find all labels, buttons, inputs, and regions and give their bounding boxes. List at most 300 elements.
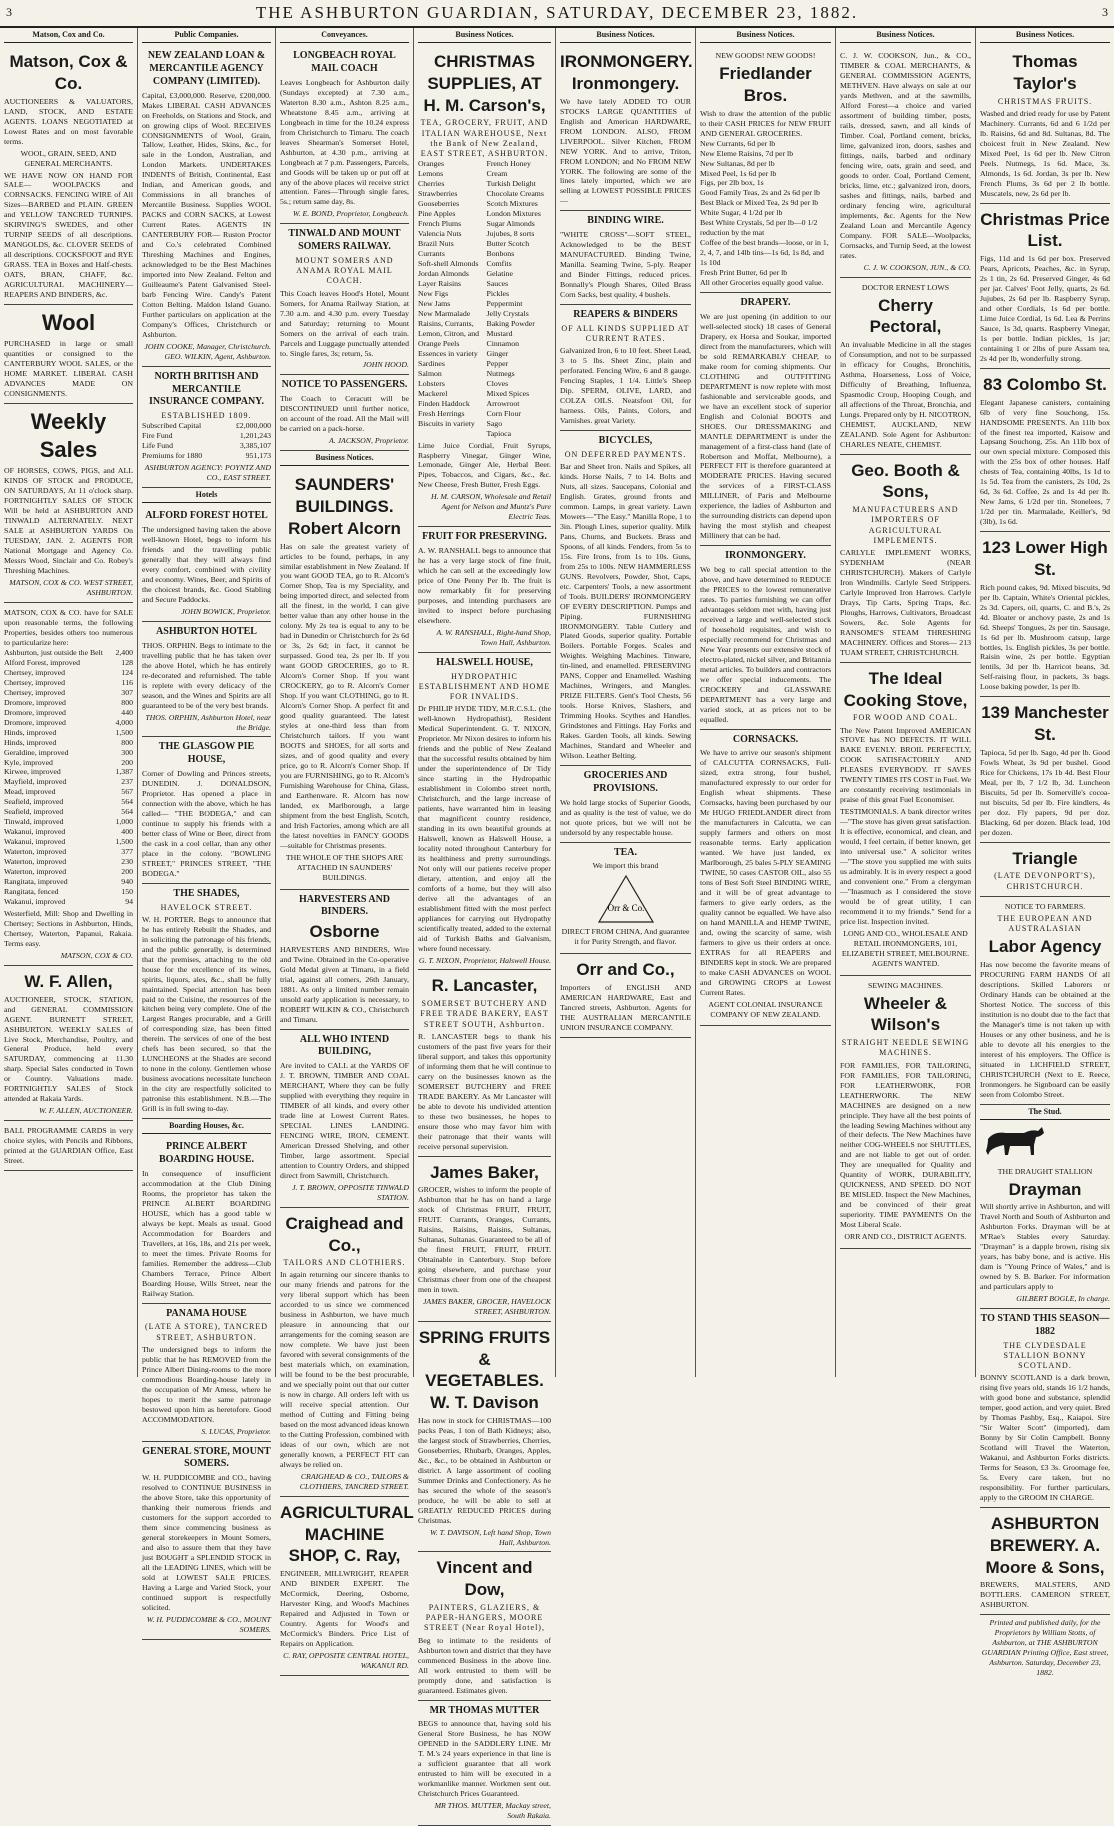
- property-row-value: 150: [121, 887, 133, 897]
- fund-row-value: 3,385,107: [239, 441, 271, 451]
- property-row: [4, 847, 133, 857]
- price-item: New Currants, 6d per lb: [700, 138, 776, 148]
- property-row: [4, 867, 133, 877]
- page-number-right: 3: [1102, 5, 1108, 19]
- advert-heading: SEWING MACHINES.: [868, 980, 943, 990]
- advert-body: We hold large stocks of Superior Goods, and as quality is the test of value, we do not quote prices, but we will not be undersold by any respectable house.: [560, 797, 691, 837]
- advert-body: Has on sale the greatest variety of articles to be found, perhaps, in any similar establishment in New Zealand. If you want GOOD TEA, go to R. Alcorn's Corner Shop, Tea is my Speciality, and being imported direct, and selected from all the finest, in the world, I can give better value than any other house in the colony. My 2s tea is equal to any to be had in Dunedin or Christchurch for 2s 6d or 3s, 2s 6d; in fact, it cannot be surpassed. Good tea, 2s per lb. If you want GOOD GROCERIES, go to R. Alcorn's Corner Shop. If you want CROCKERY, go to R. Alcorn's Corner Shop. If you want CLOTHING, go to R. Alcorn's Corner Shop. A perfect fit and good quality guaranteed. The latest styles at one-third less than from Christchurch tailors. If you want BOOTS and SHOES, for all sorts and sizes, and of good quality and every price, go to R. Alcorn's Corner Shop. If you are FURNISHING, go to R. Alcorn's Furnishing Warehouse for China, Glass, and Earthenware. R. Alcorn has now landed, ex Marlborough, a large shipment from the best English, Scotch, and Irish Factories, among which are all the latest novelties in FANCY GOODS—suitable for Christmas presents.: [280, 541, 409, 850]
- property-row-label: Mead, improved: [4, 787, 56, 797]
- property-row-value: 128: [121, 657, 133, 667]
- advert-subtitle: THE CLYDESDALE STALLION BONNY SCOTLAND.: [1003, 1340, 1087, 1371]
- property-row-label: Chertsey, improved: [4, 667, 65, 677]
- price-item: Best White Crystals, 5d per lb—0 1/2 reduction by the mat: [700, 218, 818, 238]
- property-row-label: Tinwald, improved: [4, 817, 64, 827]
- advert-title: Craighead and Co.,: [285, 1213, 404, 1255]
- advert-body: THOS. ORPHIN. Begs to intimate to the travelling public that he has taken over the above Hotel, which he has entirely re-decorated and refurnished. The table is replete with every delicacy of the season, and the Wines and Spirits are all guaranteed to be of the very best brands.: [142, 640, 271, 710]
- price-item: Good Family Teas, 2s and 2s 6d per lb: [700, 188, 820, 198]
- grocery-item: Mustard: [486, 328, 513, 338]
- property-row: [4, 807, 133, 817]
- advert-title: The Ideal Cooking Stove,: [843, 668, 968, 710]
- grocery-item: Mixed Spices: [486, 388, 530, 398]
- property-row-value: 800: [121, 697, 133, 707]
- grocery-item: Turkish Delight: [486, 179, 536, 189]
- tea-brand-mark: Orr & Co.: [607, 903, 644, 914]
- property-row-value: 200: [121, 867, 133, 877]
- advert-title: Vincent and Dow,: [436, 1558, 533, 1600]
- advert-body: OF HORSES, COWS, PIGS, and ALL KINDS OF STOCK and PRODUCE, ON SATURDAYS, At 11 o'clock sharp. FORTNIGHTLY SALES OF STOCK Will be held at ASHBURTON AND TINWALD ALTERNATELY. NEXT SALE at ASHBURTON YARDS On TUESDAY, JAN. 2. AGENTS FOR National Mortgage and Agency Co. Messrs Wood, Sinclair and Co. Robey's Threshing Machines.: [4, 466, 133, 576]
- advert-thomas-mutter: [418, 1701, 551, 1826]
- grocery-item: Mackerel: [418, 388, 448, 398]
- grocery-item: Scotch Mixtures: [486, 199, 538, 209]
- grocery-item: Bonbons: [486, 249, 515, 259]
- grocery-item: Salmon: [418, 368, 442, 378]
- advert-body: Dr PHILIP HYDE TIDY, M.R.C.S.L. (the well-known Hydropathist), Resident Medical Superintendent. G. T. NIXON, Proprietor. Mr Nixon desires to inform his friends and the public of New Zealand that the successful results obtained by him under the superintendence of Dr Tidy since starting in the Hydropathic establishment in Colombo street north, Christchurch, and the large increase of patients, have warranted him in leasing that magnificent country residence, standing in its own beautiful grounds at Halswell, known as Halswell House, a locality noted throughout Canterbury for its healthiness and pretty surroundings. Not only will our patients receive proper dietary, attention, and enjoy all the comforts of a home, but they will also derive all the advantages of an establishment fitted with the most perfect appliances for carrying out Hydropathy scientifically treated, added to the external aid of Turkish Baths and Galvanism, where found necessary.: [418, 704, 551, 953]
- property-row: [4, 678, 133, 688]
- grocery-item: Ginger: [486, 348, 509, 358]
- property-row-value: 1,000: [115, 817, 133, 827]
- property-row-value: 237: [121, 777, 133, 787]
- grocery-item: Jelly Crystals: [486, 308, 529, 318]
- grocery-item: Comfits: [486, 259, 512, 269]
- advert-title: GROCERIES AND PROVISIONS.: [583, 770, 668, 794]
- advert-body: WE HAVE NOW ON HAND FOR SALE— WOOLPACKS and CORNSACKS. FENCING WIRE of All Sizes—BARBED and PLAIN. GREEN and YELLOW TANCRED TURNIPS. SKIRVING'S SWEDES, and other TURNIP SEEDS of all descriptions. MANGOLDS, &c. CLOVER SEEDS of all descriptions. COCKSFOOT and RYE GRASS. TEA in Boxes and Half-chests. OATS, BRAN, CHAFF, &c. AGRICULTURAL MACHINERY—REAPERS AND BINDERS, &c.: [4, 170, 133, 300]
- advert-heading: NOTICE TO FARMERS.: [1004, 901, 1086, 911]
- property-row-label: Wakanui, improved: [4, 897, 66, 907]
- advert-body: BALL PROGRAMME CARDS in very choice styles, with Pencils and Ribbons, printed at the GUARDIAN Office, East Street.: [4, 1126, 133, 1166]
- page-number-left: 3: [6, 5, 12, 19]
- advert-title: Thomas Taylor's: [1012, 52, 1078, 93]
- advert-davison: [418, 1322, 551, 1553]
- advert-north-british: [142, 367, 271, 488]
- advert-subtitle: (LATE DEVONPORT'S), CHRISTCHURCH.: [994, 871, 1096, 891]
- advert-nz-loan: [142, 46, 271, 367]
- advert-ashburton-brewery: [980, 1508, 1110, 1615]
- advert-title: IRONMONGERY.: [725, 550, 806, 562]
- section-header: Hotels: [142, 488, 271, 503]
- grocery-item: Cloves: [486, 378, 509, 388]
- advert-drapery: [700, 293, 831, 546]
- advert-lower-high-st: [980, 532, 1110, 697]
- advert-subtitle: HYDROPATHIC ESTABLISHMENT AND HOME FOR INVALIDS.: [418, 671, 551, 702]
- advert-body: The Coach to Ceracutt will be DISCONTINUED until further notice, on account of the road. All the Mail will be carried on a pack-horse.: [280, 394, 409, 434]
- grocery-item: Finden Haddock: [418, 398, 470, 408]
- section-header: The Stud.: [980, 1105, 1110, 1120]
- advert-title: NOTICE TO PASSENGERS.: [281, 379, 408, 391]
- advert-title: 123 Lower High St.: [982, 538, 1108, 579]
- property-row-label: Chertsey, improved: [4, 677, 65, 687]
- advert-tinwald-railway: [280, 224, 409, 375]
- advert-body: Leaves Longbeach for Ashburton daily (Sundays excepted) at 7.30 a.m., Waterton 8.30 a.m., Ashton 8.25 a.m., Wheatstone 8.45 a.m., arriving at Longbeach in time for the 10.24 express from Christchurch to Timaru. The coach leaves Shearman's Somerset Hotel, Ashburton, at 4.30 p.m., arriving at Longbeach at 7 p.m. Passengers, Parcels, and Goods will be taken up or put off at any of the above places wil receive strict attention. Fares—Through single fares, 5s.; return same day, 8s.: [280, 77, 409, 207]
- advert-heading: DOCTOR ERNEST LOWS: [861, 282, 950, 292]
- grocery-item: French Plums: [418, 219, 462, 229]
- advert-body: We beg to call special attention to the above, and have determined to REDUCE the PRICES to the lowest remunerative rates. To parties furnishing we can offer advantages seldom met with, having just received a large and well-selected stock of household requisites, and wish to especially recommend for Christmas and New Year presents our extensive stock of electro-plated, nickel silver, and Britannia metal articles. To builders and contractors we offer special inducements. The CROCKERY and GLASSWARE DEPARTMENT has a very large and varied stock, at as prices not to be equalled.: [700, 565, 831, 724]
- grocery-item: Orange Peels: [418, 338, 460, 348]
- advert-body: Has now in stock for CHRISTMAS—100 packs Peas, 1 ton of Bath Kidneys; also, the largest stock of Strawberries, Cherries, Gooseberries, Rhubarb, Oranges, Apples, &c., &c., to be obtained in Ashburton or district. A large assortment of cooling Summer Drinks and Confectionery. As he has secured the whole of the season's produce, he will be able to sell at GREATLY REDUCED PRICES during Christmas.: [418, 1415, 551, 1525]
- advert-ball-cards: [4, 1121, 133, 1171]
- fund-row: [142, 421, 271, 431]
- advert-signature: W. E. BOND, Proprietor, Longbeach.: [292, 209, 409, 219]
- advert-title: 83 Colombo St.: [983, 374, 1107, 394]
- advert-notice-passengers: [280, 375, 409, 451]
- column-header: Business Notices.: [560, 28, 691, 43]
- price-item: All other Groceries equally good value.: [700, 278, 824, 288]
- grocery-item: Lemons: [418, 169, 444, 179]
- property-row: [4, 688, 133, 698]
- grocery-item: Currants: [418, 249, 445, 259]
- price-item: Best Black or Mixed Tea, 2s 9d per lb: [700, 198, 819, 208]
- advert-body: Elegant Japanese canisters, containing 6lb of very fine Souchong, 15s. HANDSOME PRESENTS. An 11lb box of the finest tea imported, Kaisow and Lapsang Souchong, 25s. An 11lb box of our own special mixture. Composed this with the 25s box of other houses. Half chests of Tea, containing 40lbs, 1s 1d to 1s 5d. Tea from the canisters, 2s 10d, 2s 6d, 3s 6d. Coffee, 2s and 1s 4d per lb. New Jams, 6 1/2d per tin. Stonelees, 7 1/2d per tin. Marmalade, Keiller's, 9d (3lb), 1s 6d.: [980, 397, 1110, 527]
- advert-body: R. LANCASTER begs to thank his customers of the past five years for their liberal support, and takes this opportunity of informing them that he will continue to carry on the businesses known as the SOMERSET BUTCHERY and FREE TRADE BAKERY. As Mr Lancaster will be able to devote his undivided attention to these two businesses, he hopes to ensure those who may favor him with their patronage that their wants will receive personal supervision.: [418, 1031, 551, 1151]
- column-header: Business Notices.: [840, 28, 971, 43]
- advert-signature: ASHBURTON AGENCY: POYNTZ AND CO., EAST STREET.: [144, 463, 271, 483]
- advert-jt-brown: [280, 1030, 409, 1208]
- property-row-value: 124: [121, 667, 133, 677]
- advert-body: Capital, £3,000,000. Reserve, £200,000. Makes LIBERAL CASH ADVANCES on Freeholds, on Stations and Stock, and on growing clips of Wool. RECEIVES CONSIGNMENTS of Wool, Grain, Tallow, Leather, Hides, Skins, &c., for sale in the London, Australian, and London Markets. UNDERTAKES INDENTS of British, Continental, East Indian, and American goods, and Commissions in all branches of Mercantile Business. Supplies WOOL PACKS and CORN SACKS, at Lowest Current Rates. AGENTS IN CANTERBURY FOR— Ruston Proctor and Co.'s celebrated Combined Threshing Machines and Engines, acknowledged to be the Best Machines imported into New Zealand. Felton and Guilleaume's Patent Galvanised Steel-barb Fencing Wire. Candy's Patent Cotton Belting. Maldon Island Guano. Further particulars on application at the Company's Offices, Christchurch or Ashburton.: [142, 90, 271, 339]
- grocery-item: Jordan Almonds: [418, 269, 469, 279]
- grocery-item: Raisins, Currants,: [418, 318, 474, 328]
- advert-craighead: [280, 1208, 409, 1497]
- items-table: [418, 159, 551, 438]
- property-row-label: Hinds, improved: [4, 727, 57, 737]
- advert-body: PURCHASED in large or small quantities or consigned to the CANTERBURY WOOL SALES, or the HOME MARKET. LIBERAL CASH ADVANCES MADE ON CONSIGNMENTS.: [4, 339, 133, 399]
- advert-signature: JAMES BAKER, GROCER, HAVELOCK STREET, ASHBURTON.: [422, 1296, 551, 1316]
- advert-body: Importers of ENGLISH AND AMERICAN HARDWARE, East and Tancred streets, Ashburton. Agents for THE AUSTRALIAN MERCANTILE UNION INSURANCE COMPANY.: [560, 983, 691, 1032]
- price-item: Coffee of the best brands—loose, or in 1, 2, 4, 7, and 14lb tins—1s 6d, 1s 8d, and 1s 10d: [700, 238, 829, 268]
- newspaper-title: THE ASHBURTON GUARDIAN, SATURDAY, DECEMBER 23, 1882.: [255, 3, 859, 22]
- advert-signature: GILBERT BOGLE, In charge.: [1016, 1294, 1110, 1304]
- property-row-label: Hinds, improved: [4, 737, 57, 747]
- grocery-item: New Marmalade: [418, 308, 471, 318]
- price-item: Mixed Peel, 1s 6d per lb: [700, 168, 777, 178]
- advert-body: Galvanized Iron, 6 to 10 feet. Sheet Lead, 3 to 5 lbs. Sheet Zinc, plain and perforated. Fencing Wire, 6 and 8 gauge. Fencing Staples, 1 1/4. Little's Sheep Dip. SPERM, OLIVE, LARD, and COLZA OILS. Neatsfoot Oil, for harness. Oils, Paints, Colors, and Varnishes. great Variety.: [560, 346, 691, 426]
- advert-title: PRINCE ALBERT BOARDING HOUSE.: [158, 1141, 254, 1166]
- advert-body: Westerfield, Mill: Shop and Dwelling in Chertsey; Sections in Ashburton, Hinds, Chertsey, Waterton, Papanui, Rakaia. Terms easy.: [4, 909, 133, 948]
- advert-thomas-taylor: [980, 46, 1110, 203]
- advert-panama-house: [142, 1304, 271, 1442]
- grocery-item: Pine Apples: [418, 209, 456, 219]
- advert-ironmongery-2: [700, 546, 831, 729]
- column-2: [138, 28, 276, 1634]
- advert-signature: W. H. PUDDICOMBE & CO., MOUNT SOMERS.: [146, 1614, 271, 1634]
- tea-brand-triangle-icon: [596, 873, 656, 925]
- advert-wheeler-wilson: [840, 976, 971, 1249]
- grocery-item: Jujubes, 8 sorts: [486, 229, 535, 239]
- advert-title: CHRISTMAS SUPPLIES, AT H. M. Carson's,: [423, 52, 546, 115]
- advert-body: Tapioca, 5d per lb. Sago, 4d per lb. Good Fowls Wheat, 3s 9d per bushel. Good Rice for Chickens, 17s 1b 4d. Best Flour Meal, per lb, 7 1/2 lb, 3d. Luncheon Biscuits, 5d per lb. Somerville's cocoa-nut biscuits, 5d per lb. Fire kindlers, 4s per doz. Fly papers, 9d per doz. Blacking, 6d per dozen. Black lead, 10d per dozen.: [980, 747, 1110, 837]
- advert-title: TEA.: [613, 846, 638, 858]
- fund-row-value: 1,201,243: [239, 431, 271, 441]
- advert-signature: THE WHOLE OF THE SHOPS ARE ATTACHED IN SAUNDERS' BUILDINGS.: [285, 852, 404, 882]
- advert-lancaster: [418, 970, 551, 1156]
- property-row-value: 567: [121, 787, 133, 797]
- grocery-item: Corn Flour: [486, 408, 521, 418]
- advert-body: Bar and Sheet Iron. Nails and Spikes, all kinds. Horse Nails, 7 to 14. Bolts and Nuts, all sizes. Saucepans, Colonial and English. Grates, ground fronts and common. Lamps, in great variety. Lawn Mowers—"The Easy." Manilla Rope, 1 to 3in. Plough Lines, superior quality. Milk Pans, Churns, and Buckets. Brass and Spoons, of all kinds. Fenders, from 5s to 15s. Fire Irons, from 1s to 10s. Guns, from 25s to 100s. NEW HAMMERLESS GUNS. Revolvers, Powder, Shot, Caps, etc. Carpenters' Tools, a new assortment of Tools. BUILDERS' IRONMONGERY OF EVERY DESCRIPTION. Pumps and Piping. FURNISHING IRONMONGERY. Table Cutlery and Plated Goods, superior quality. Portable Boilers. Portable Forges. Scales and Weights. Weighing Machines. Tinware, tin-lined, and enamelled. PRESERVING PANS, Copper and Enamelled. Washing Machines, Wringers, and Mangles. PRIZE FILTERS. Gent's Tool Chests, 56 tools. Horse Knives, Slashers, and Trimming Hooks. Scythes and Handles. Grindstones and Fittings. Hay Forks and Rakes. Garden Tools, all kinds. Sewing Machines, Standard and Wheeler and Wilson. Leather Belting.: [560, 462, 691, 761]
- advert-body: ENGINEER, MILLWRIGHT, REAPER AND BINDER EXPERT. The McCormick, Deering, Osborne, Harvester King, and Wood's Machines Repaired and Adjusted in Town or Country. Agents for Wood's and McCormick's Binders. Price List of Repairs on Application.: [280, 1569, 409, 1648]
- advert-cherry-pectoral: [840, 278, 971, 455]
- price-item: New Eleme Raisins, 7d per lb: [700, 148, 794, 158]
- advert-c-ray: [280, 1497, 414, 1676]
- property-row-value: 400: [121, 827, 133, 837]
- advert-body: In consequence of insufficient accommodation at the Club Dining Rooms, the proprietor has taken the PRINCE ALBERT BOARDING HOUSE, which has a good table w always be kept. Meals as usual. Good Accommodation for Boarders and Travellers, at 16s, 18s, and 21s per week, to meet the times. Private Rooms for families. Remember the address—Club Chambers Terrace, Prince Albert Boarding House, Wills Street, near the Railway Station.: [142, 1168, 271, 1298]
- advert-ideal-stove: [840, 663, 971, 976]
- advert-ironmongery: [560, 46, 691, 211]
- advert-allen: [4, 966, 133, 1121]
- advert-signature: AGENT COLONIAL INSURANCE COMPANY OF NEW ZEALAND.: [708, 999, 823, 1019]
- advert-body: Lime Juice Cordial, Fruit Syrups, Raspberry Vinegar, Ginger Wine, Lemonade, Ginger Ale, Herbal Beer. Pipes, Tobaccos, and Cigars, &c., &c. New Cheese, Fresh Butter, Fresh Eggs.: [418, 440, 551, 490]
- column-7: [836, 28, 976, 1377]
- property-row-label: Kirwee, improved: [4, 767, 61, 777]
- advert-signature: JOHN BOWICK, Proprietor.: [181, 607, 271, 616]
- grocery-item: Baking Powder: [486, 318, 535, 328]
- advert-title: Labor Agency: [988, 937, 1102, 957]
- advert-body: This Coach leaves Hood's Hotel, Mount Somers, for Anama Railway Station, at 7.30 a.m. and 4.30 p.m. every Tuesday and Saturday; returning to Mount Somers on the arrival of each train. Parcels and Luggage punctually attended to. Single fares, 3s; return, 5s.: [280, 288, 409, 358]
- advert-body: We import this brand: [592, 861, 659, 871]
- column-5: [556, 28, 696, 1377]
- price-item: Fresh Print Butter, 6d per lb: [700, 268, 788, 278]
- advert-reapers-binders: [560, 305, 691, 431]
- masthead: [0, 0, 1114, 28]
- advert-body: BREWERS, MALSTERS, AND BOTTLERS. CAMERON STREET, ASHBURTON.: [980, 1580, 1110, 1610]
- advert-title: BINDING WIRE.: [587, 215, 664, 227]
- advert-body: The undersigned begs to inform the public that he has REMOVED from the Prince Albert Dining-rooms to the more commodious Boarding-house lately in the occupation of Mr Amess, where he hopes to merit the same patronage bestowed upon him as heretofore. Good ACCOMMODATION.: [142, 1344, 271, 1424]
- property-row: [4, 857, 133, 867]
- property-row-value: 940: [121, 877, 133, 887]
- column-4: [414, 28, 556, 1821]
- advert-subtitle: HAVELOCK STREET.: [160, 902, 253, 912]
- advert-title: Matson, Cox & Co.: [9, 52, 128, 93]
- property-row-label: Dromore, improved: [4, 697, 66, 707]
- advert-triangle: [980, 843, 1110, 897]
- grocery-item: Arrowroot: [486, 398, 520, 408]
- grocery-item: New Figs: [418, 289, 449, 299]
- fund-row-label: Premiums for 1880: [142, 451, 203, 461]
- property-row: [4, 728, 133, 738]
- property-row-value: 307: [121, 687, 133, 697]
- property-row-label: Dromore, improved: [4, 717, 66, 727]
- property-row-label: Waterton, improved: [4, 857, 67, 867]
- advert-body: DIRECT FROM CHINA, And guarantee it for Purity Strength, and flavor.: [561, 927, 690, 947]
- property-row-label: Ashburton, just outside the Belt: [4, 647, 103, 657]
- property-row-label: Seafield, improved: [4, 807, 64, 817]
- advert-body: CARLYLE IMPLEMENT WORKS, SYDENHAM (NEAR CHRISTCHURCH). Makers of Carlyle Iron Windmills. Carlyle Seed Strippers. Carlyle Improved Iron Harrows. Carlyle Drays, Tip Carts, Spring Traps, &c. Ploughs, Harrows, Cultivators, Broadcast Sowers, &c. Sole Agents for RANSOME'S STEAM THRESHING MACHINERY. Offices and Stores— 213 TUAM STREET, CHRISTCHURCH.: [840, 548, 971, 657]
- grocery-item: New Jams: [418, 298, 451, 308]
- fund-row: [142, 451, 271, 461]
- advert-ashburton-hotel: [142, 622, 271, 738]
- advert-body: We are just opening (in addition to our well-selected stock) 18 cases of General Drapery, ex Horsa and Soukar, imported direct from the manufacturers, which will be sold REMARKABLY CHEAP, to make room for coming shipments. Our CLOTHING and OUTFITTING DEPARTMENT is now replete with most fashionable and serviceable goods, and we have an excellent stock of superior English and Colonial BOOTS and SHOES. Our DRESSMAKING and MANTLE DEPARTMENT is under the management of a first-class hand (late of Robertson and Moffat, Melbourne), a PERFECT FIT is therefore guaranteed at MODERATE PRICES. Having secured the services of a FIRST-CLASS MILLINER, of Paris and Melbourne experience, the ladies of Ashburton and the surrounding districts can depend upon having the most stylish and cheapest Millinery that can be had.: [700, 311, 831, 541]
- fund-row-label: Subscribed Capital: [142, 421, 202, 431]
- advert-body: Rich pound cakes, 9d. Mixed biscuits, 9d per lb. Captain, White's Oriental pickles, 2s 3d. Capers, oil, quarts, C. and B.'s, 2s 4d. Bloater or anchovy paste, 2s and 1s 6d. Sheeps' Tongues, 2s per tin. Sausage, 1s 6d per lb. Mushroom catsup, large bottles, 1s. English pickles, 3s per bottle. Raisin wine, 2s per bottle. Egyptian lentils, 3d per lb. Harricot beans, 3d. Self-raising flour, in packets, 3s bags. Loose baking powder, 1s per lb.: [980, 582, 1110, 692]
- property-row: [4, 897, 133, 907]
- advert-general-store: [142, 1442, 271, 1640]
- property-row-value: 564: [121, 797, 133, 807]
- advert-testimonials: TESTIMONIALS. A bank director writes—"The stove has given great satisfaction. It is effective, economical, and clean, and would, I feel certain, if better known, get into universal use." A solicitor writes—"The stove you supplied me with suits us admirably. It is in every respect a good and convenient one." From a clergyman—"Inasmuch as I considered the stove would be of great utility, I can recommend it to my friends." Send for a price list. Inspection invited.: [840, 807, 971, 926]
- advert-body: Has now become the favorite means of PROCURING FARM HANDS Of all descriptions. Skilled Laborers or Ordinary Hands can be obtained at the Shortest Notice. The success of this institution is no doubt due to the fact that the Manager's time is not taken up with Houses or any other business, and he is able to devote all his energies to the interest of his employers. The Office is situated in LICHFIELD STREET, CHRISTCHURCH (Next to E. Reece, Ironmongers. he Signboard can be easily seen from Colombo Street.: [980, 959, 1110, 1099]
- property-list: [4, 648, 133, 907]
- advert-cookson: [840, 46, 971, 277]
- advert-matson-cox: [4, 46, 133, 305]
- advert-labor-agency: [980, 897, 1110, 1105]
- grocery-item: Tapioca: [486, 428, 512, 438]
- property-row: [4, 758, 133, 768]
- advert-signature: A. JACKSON, Proprietor.: [328, 436, 409, 446]
- advert-body: AUCTIONEERS & VALUATORS, LAND, STOCK, AND ESTATE AGENTS. LOANS NEGOTIATED at Lowest Rates and on most favorable terms.: [4, 96, 133, 146]
- advert-body: We have to arrive our season's shipment of CALCUTTA CORNSACKS, Full-sized, extra strong, four bushel, manufactured expressly to our order for English wheat shipments. These Cornsacks, having been purchased by our Mr HUGO FRIEDLANDER direct from the manufacturers in Calcutta, we can supply farmers and others on most reasonable terms. Early application wanted. We have just landed, ex Marlborough, 25 bales 5-PLY SEAMING TWINE, 50 cases CASTOR OIL, also 55 tons of Best Soft Steel BINDING WIRE, and it will be of great advantage to farmers to give early orders, as the quality cannot be equalled. We have also on hand MANILLA and HEMP TWINE, and, owing the scarcity of same, wish farmers to give us their orders at once. EXTRAS for all REAPERS and BINDERS kept in stock. We are prepared to make CASH ADVANCES on WOOL and GROWING CROPS at Lowest Current Rates.: [700, 748, 831, 997]
- property-row-label: Mayfield, improved: [4, 777, 67, 787]
- advert-friedlander: [700, 46, 831, 293]
- property-row-value: 2,400: [115, 647, 133, 657]
- section-header: Boarding Houses, &c.: [142, 1119, 271, 1134]
- advert-signature: MR THOS. MUTTER, Mackay street, South Rakaia.: [434, 1801, 551, 1821]
- advert-title: SAUNDERS' BUILDINGS. Robert Alcorn: [288, 475, 401, 538]
- advert-body: Corner of Dowling and Princes streets, DUNEDIN. J. DONALDSON, Proprietor. Has opened a place in connection with the above, which he has called— "THE BODEGA," and can continue to supply his friends with a better class of Wine or Beer, direct from the cask in a cool cellar, than any other place in the colony. "BOWLING STREET," PRINCES STREET, "THE BODEGA.": [142, 769, 271, 878]
- property-row: [4, 748, 133, 758]
- property-row-label: Kyle, improved: [4, 757, 53, 767]
- advert-signature: LONG AND CO., WHOLESALE AND RETAIL IRONMONGERS, 101, ELIZABETH STREET, MELBOURNE. AGENTS WANTED.: [841, 928, 970, 968]
- advert-vincent-dow: [418, 1552, 551, 1700]
- advert-body: C. J. W. COOKSON, Jun., & CO., TIMBER & COAL MERCHANTS, & GENERAL COMMISSION AGENTS, METHVEN. Have always on sale at our yards Methven, and at the sawmills, Alford Forest—a choice and varied assortment of building timber, posts, rails, dressed, sawn, and all kinds of Timber. Coal, Portland cement, bricks, lime, galvanized iron, doors, sashes and fittings, nails, barbed and ordinary fencing wire, oats, grain and seed, and goods to order. Coal, Portland Cement, bricks, lime, etc.; galvanized iron, doors, sashes and fittings, nails, barbed and ordinary fencing wire, agricultural implements, &c. Agents for the New Zealand Loan and Mercantile Agency Company. FOR SALE—Woolpacks, Cornsacks, and Turnip Seed, at the lowest rates.: [840, 51, 971, 260]
- property-row-value: 440: [121, 707, 133, 717]
- advert-james-baker: [418, 1157, 551, 1322]
- property-row: [4, 797, 133, 807]
- property-row-value: 116: [121, 677, 133, 687]
- section-header: Business Notices.: [280, 451, 409, 466]
- grocery-item: Gelatine: [486, 269, 513, 279]
- property-row-value: 1,500: [115, 837, 133, 847]
- advert-body: "WHITE CROSS"—SOFT STEEL, Acknowledged to be the BEST MANUFACTURED. Binding Twine, Manilla. Seaming Twine, 5-ply. Reaper and Binder Fittings, reduced prices. Bonnally's Plough Shares, Oiled Brass Corn Sacks, best quality, 4 bushels.: [560, 230, 691, 299]
- advert-title: ALL WHO INTEND BUILDING,: [299, 1033, 390, 1058]
- property-row: [4, 708, 133, 718]
- advert-title: Weekly Sales: [30, 409, 107, 463]
- column-header: Business Notices.: [980, 28, 1110, 43]
- advert-signature: C. RAY, OPPOSITE CENTRAL HOTEL, WAKANUI RD.: [283, 1650, 409, 1670]
- advert-robert-alcorn: [280, 469, 409, 889]
- grocery-item: Soft-shell Almonds: [418, 259, 479, 269]
- horse-icon: [980, 1125, 1050, 1157]
- advert-title: GENERAL STORE, MOUNT SOMERS.: [142, 1445, 271, 1470]
- fund-row: [142, 431, 271, 441]
- advert-prince-albert: [142, 1137, 271, 1303]
- advert-title: TINWALD AND MOUNT SOMERS RAILWAY.: [288, 228, 401, 253]
- advert-title: BICYCLES,: [598, 434, 653, 446]
- property-row-label: Rangitata, fenced: [4, 887, 59, 897]
- grocery-item: Sardines: [418, 358, 445, 368]
- property-row-label: Waterton, improved: [4, 867, 67, 877]
- advert-signature: MATSON, COX & CO.: [60, 950, 133, 960]
- property-row-value: 564: [121, 807, 133, 817]
- property-row-value: 1,500: [115, 727, 133, 737]
- advert-bicycles: [560, 431, 691, 766]
- property-row-label: Waterton, improved: [4, 847, 67, 857]
- property-row-label: Wakanui, improved: [4, 827, 66, 837]
- advert-title: NEW ZEALAND LOAN & MERCANTILE AGENCY COMPANY (LIMITED).: [147, 50, 266, 87]
- advert-subtitle: PAINTERS, GLAZIERS, & PAPER-HANGERS, MOORE STREET (Near Royal Hotel),: [424, 1602, 545, 1633]
- grocery-item: Lobsters: [418, 378, 445, 388]
- advert-body: Wish to draw the attention of the public to their CASH PRICES for NEW FRUIT AND GENERAL GROCERIES.: [700, 108, 831, 138]
- grocery-item: Oranges: [418, 159, 444, 169]
- advert-body: The undersigned having taken the above well-known Hotel, begs to inform his friends and the travelling public generally that they will always find every comfort, combined with civility and economy. Wines, Beer, and Spirits of the choicest brands, &c. Good Stabling and Secure Paddocks.: [142, 525, 271, 605]
- advert-title: AGRICULTURAL MACHINE SHOP, C. Ray,: [280, 1502, 414, 1566]
- advert-subtitle: STRAIGHT NEEDLE SEWING MACHINES.: [841, 1038, 970, 1058]
- advert-title: HARVESTERS AND BINDERS.: [298, 893, 391, 918]
- advert-signature: ORR AND CO., DISTRICT AGENTS.: [844, 1232, 967, 1242]
- property-row: [4, 648, 133, 658]
- grocery-item: French Honey Cream: [486, 159, 531, 179]
- advert-glasgow-pie-house: [142, 737, 271, 883]
- advert-subtitle: ON DEFERRED PAYMENTS.: [564, 449, 687, 459]
- items-list-left: [418, 159, 483, 438]
- advert-carson: [418, 46, 551, 527]
- property-row-value: 377: [121, 847, 133, 857]
- property-row-value: 1,387: [115, 767, 133, 777]
- grocery-item: London Mixtures: [486, 209, 541, 219]
- property-row: [4, 698, 133, 708]
- advert-subtitle: WOOL, GRAIN, SEED, AND GENERAL MERCHANTS.: [20, 148, 117, 168]
- property-row: [4, 877, 133, 887]
- advert-body: An invaluable Medicine in all the stages of Consumption, and not to be surpassed in efficacy for Coughs, Bronchitis, Asthma, Hoarseness, Loss of Voice, Difficulty of Breathing, Influenza, Spasmodic Croup, Hooping Cough, and all affections of the Throat, Bronchia, and Lungs. Prepared only by H. NICOTRON, CHEMIST, AUCKLAND, NEW ZEALAND. Sole Agent for Ashburton: CHARLES NEATE, CHEMIST.: [840, 340, 971, 449]
- advert-alford-forest-hotel: [142, 506, 271, 622]
- advert-signature: JOHN HOOD.: [362, 360, 409, 370]
- column-8: [976, 28, 1114, 1678]
- property-row-label: Wakanui, improved: [4, 837, 66, 847]
- advert-tea: [560, 843, 691, 955]
- advert-heading: NEW GOODS! NEW GOODS!: [715, 51, 816, 61]
- advert-body: HARVESTERS AND BINDERS, Wire and Twine. Obtained in the Co-operative Gold Medal given at Timaru, in a field trial, against all comers, 26th January, 1881. As only a limited number remain unsold early application is necessary, to ROBERT WILKIN & CO., Christchurch and Timaru.: [280, 944, 409, 1024]
- property-row-label: Dromore, improved: [4, 707, 66, 717]
- advert-weekly-sales: [4, 404, 133, 603]
- advert-body: Washed and dried ready for use by Patent Machinery. Currants, 6d and 6 1/2d per lb. Raisins, 6d and 8d. Sultanas, 8d. The choicest fruit in New Zealand. New Mixed Peel, 1s 6d per lb. New Citron Peels. Nutmegs, 1s 6d. Mace, 3s. Almonds, 1s 6d. Jordan, 3s per lb. New French Plums, 3s 6d per 2 lb bottle. Muscatels, new, 2s 6d per lb.: [980, 108, 1110, 198]
- column-1: [0, 28, 138, 1377]
- fund-row: [142, 441, 271, 451]
- column-header: Conveyances.: [280, 28, 409, 43]
- advert-groceries: [560, 766, 691, 842]
- property-row: [4, 837, 133, 847]
- advert-signature: C. J. W. COOKSON, JUN., & CO.: [863, 262, 971, 272]
- advert-subtitle: (LATE A STORE), TANCRED STREET, ASHBURTON.: [145, 1322, 268, 1342]
- advert-subtitle: TAILORS AND CLOTHIERS.: [283, 1258, 406, 1268]
- property-row-value: 800: [121, 737, 133, 747]
- column-3: [276, 28, 414, 1670]
- advert-signature: H. M. CARSON, Wholesale and Retail Agent for Nelson and Muntz's Pure Electric Teas.: [431, 492, 551, 522]
- advert-body: MATSON, COX & CO. have for SALE upon reasonable terms, the following Properties, besides others too numerous to particularize here:: [4, 607, 133, 647]
- advert-cornsacks: [700, 730, 831, 1027]
- grocery-item: Butter Scotch: [486, 239, 530, 249]
- advert-title: SPRING FRUITS & VEGETABLES. W. T. Davison: [418, 1327, 551, 1413]
- advert-heading: THE DRAUGHT STALLION: [997, 1166, 1093, 1176]
- property-row-label: Rangitata, improved: [4, 877, 68, 887]
- advert-signature: JOHN COOKE, Manager, Christchurch. GEO. WILKIN, Agent, Ashburton.: [144, 341, 271, 361]
- advert-body: A. W. RANSHALL begs to announce that he has a very large stock of fine fruit, which he can sell at the exceedingly low price of One Penny Per lb. The fruit is now remarkably fit for preserving purposes, and intending purchasers are invited to inspect before purchasing elsewhere.: [418, 546, 551, 625]
- property-row-label: Alford Forest, improved: [4, 657, 81, 667]
- fund-row-label: Fire Fund: [142, 431, 173, 441]
- property-row-value: 4,000: [115, 717, 133, 727]
- grocery-item: Gooseberries: [418, 199, 460, 209]
- advert-body: Beg to intimate to the residents of Ashburton town and district that they have commenced Business in the above line. All work entrusted to them will be promptly done, and satisfaction is guaranteed. Estimates given.: [418, 1635, 551, 1695]
- advert-longbeach-coach: [280, 46, 409, 224]
- advert-subtitle: TEA, GROCERY, FRUIT, AND ITALIAN WAREHOUSE, Next the Bank of New Zealand, EAST STREET, ASHBURTON.: [420, 118, 549, 159]
- grocery-item: Lemon, Citron, and: [418, 328, 480, 338]
- advert-title: James Baker,: [430, 1162, 539, 1182]
- advert-subtitle: ESTABLISHED 1809.: [161, 411, 252, 421]
- column-header: Business Notices.: [418, 28, 551, 43]
- advert-title: ALFORD FOREST HOTEL: [145, 510, 268, 522]
- advert-signature: W. F. ALLEN, AUCTIONEER.: [39, 1106, 133, 1116]
- property-row: [4, 658, 133, 668]
- advert-halswell-house: [418, 653, 551, 971]
- advert-title: Friedlander Bros.: [719, 64, 812, 105]
- advert-title: REAPERS & BINDERS: [573, 308, 678, 320]
- advert-title: CORNSACKS.: [732, 733, 799, 745]
- grocery-item: Brazil Nuts: [418, 239, 454, 249]
